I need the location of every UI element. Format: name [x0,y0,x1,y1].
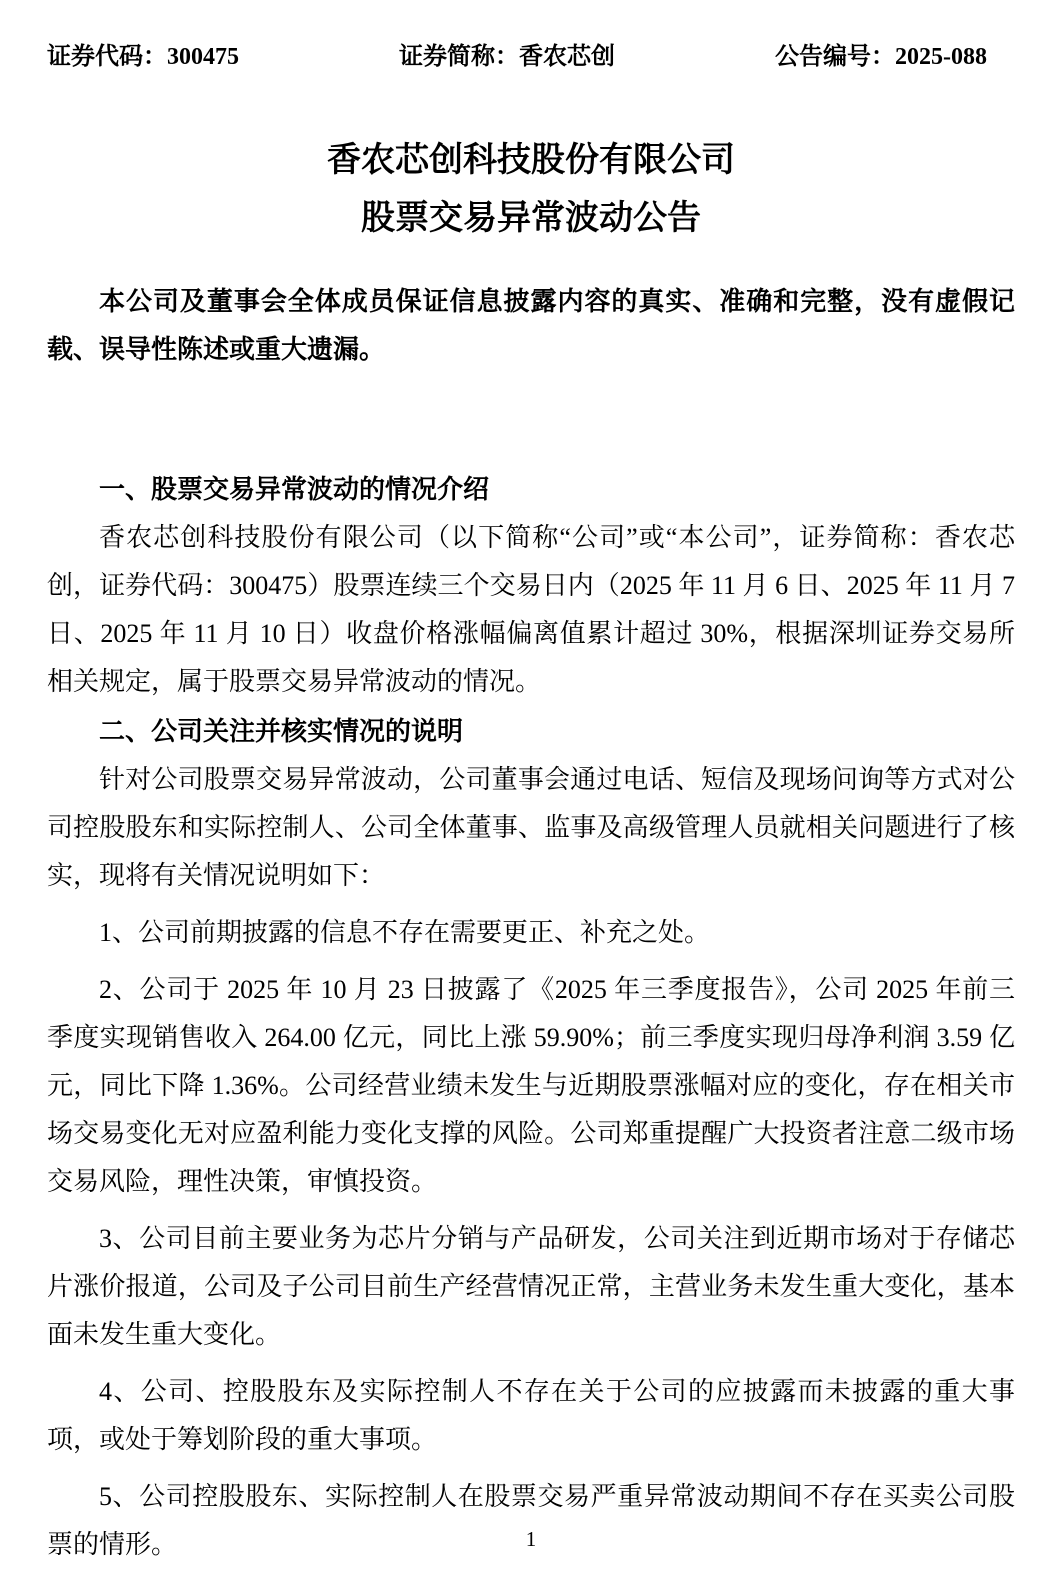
verification-item-5: 5、公司控股股东、实际控制人在股票交易严重异常波动期间不存在买卖公司股票的情形。 [47,1482,1015,1559]
verification-item-3: 3、公司目前主要业务为芯片分销与产品研发，公司关注到近期市场对于存储芯片涨价报道，公司及子公司目前生产经营情况正常，主营业务未发生重大变化，基本面未发生重大变化。 [47,1224,1015,1349]
announcement-subject-title-line: 股票交易异常波动公告 [361,200,701,237]
stock-code: 证券代码：300475 [47,44,239,70]
section-2-intro-paragraph: 针对公司股票交易异常波动，公司董事会通过电话、短信及现场问询等方式对公司控股股东和实际控制人、公司全体董事、监事及高级管理人员就相关问题进行了核实，现将有关情况说明如下： [47,765,1015,890]
stock-abbreviation: 证券简称：香农芯创 [399,44,615,70]
document-title [47,132,1015,248]
section-2-heading: 二、公司关注并核实情况的说明 [99,717,464,746]
verification-item-1: 1、公司前期披露的信息不存在需要更正、补充之处。 [99,918,711,947]
section-1-paragraph: 香农芯创科技股份有限公司（以下简称“公司”或“本公司”，证券简称：香农芯创，证券代码：300475）股票连续三个交易日内（2025 年 11 月 6 日、2025 年 11 月 7 日、2025 年 11 月 10 日）收盘价格涨幅偏离值累计超过 30%，根据深圳证券交易所相关规定，属于股票交易异常波动的情况。 [47,523,1015,696]
page-number: 1 [525,1527,537,1551]
announcement-number: 公告编号：2025-088 [775,44,987,70]
verification-item-2: 2、公司于 2025 年 10 月 23 日披露了《2025 年三季度报告》，公司 2025 年前三季度实现销售收入 264.00 亿元，同比上涨 59.90%；前三季度实现归母净利润 3.59 亿元，同比下降 1.36%。公司经营业绩未发生与近期股票涨幅对应的变化，存在相关市场交易变化无对应盈利能力变化支撑的风险。公司郑重提醒广大投资者注意二级市场交易风险，理性决策，审慎投资。 [47,975,1015,1196]
board-disclaimer-paragraph: 本公司及董事会全体成员保证信息披露内容的真实、准确和完整，没有虚假记载、误导性陈述或重大遗漏。 [47,287,1015,364]
verification-item-4: 4、公司、控股股东及实际控制人不存在关于公司的应披露而未披露的重大事项，或处于筹划阶段的重大事项。 [47,1377,1015,1454]
section-1-heading: 一、股票交易异常波动的情况介绍 [99,475,490,504]
company-name-title-line: 香农芯创科技股份有限公司 [327,142,735,179]
document-header [47,42,1015,72]
